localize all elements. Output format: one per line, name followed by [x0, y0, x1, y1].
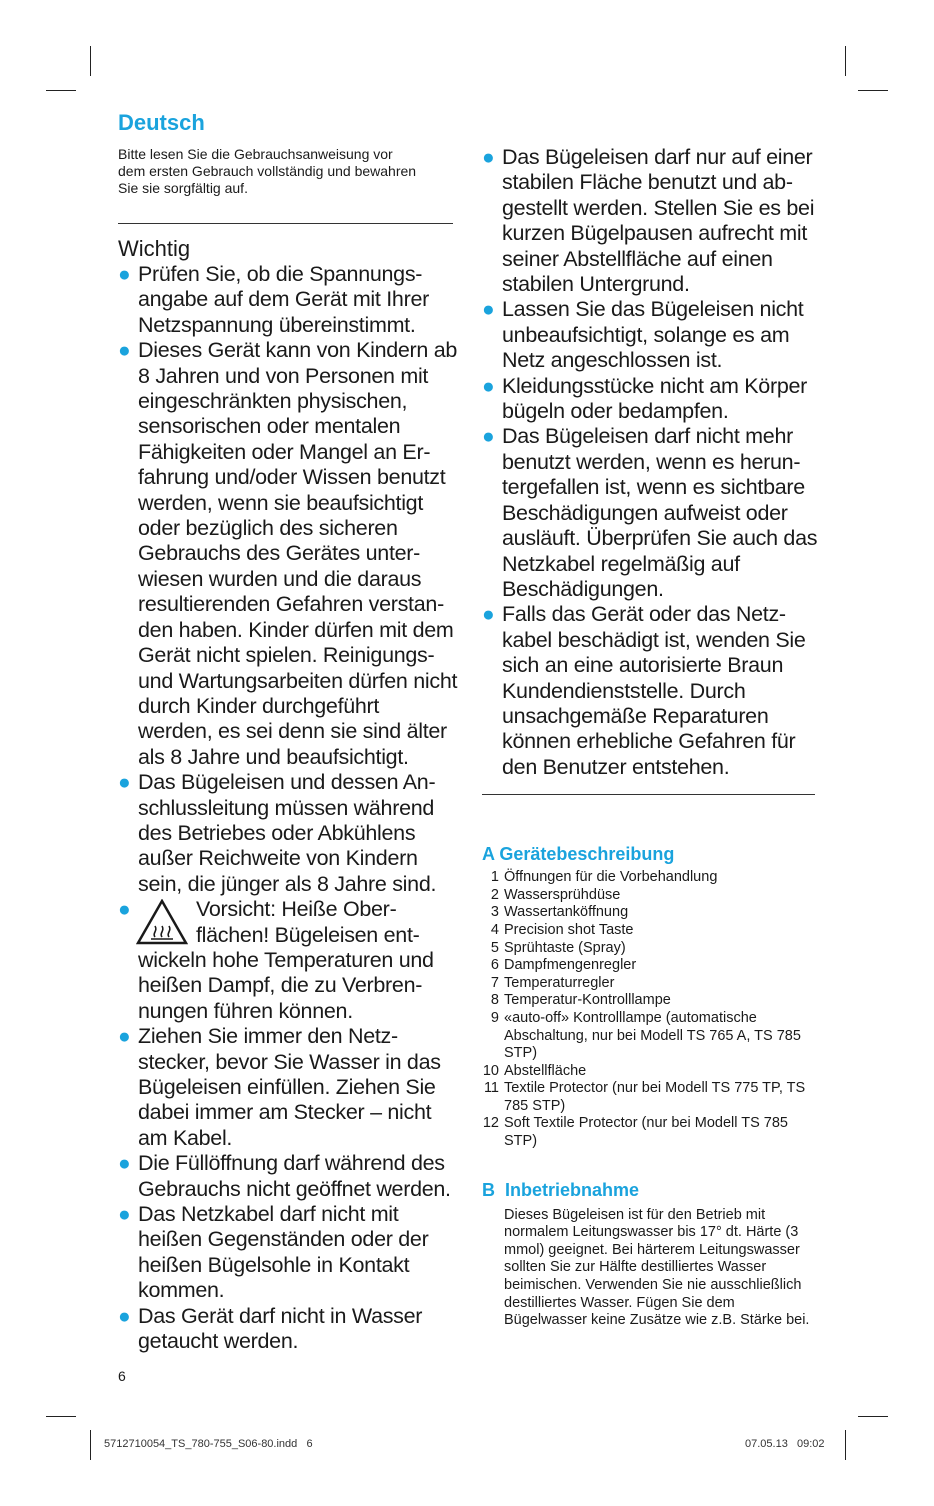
list-item: ● Das Bügeleisen und dessen Anschlussleitung müssen während des Betriebes oder Abkühlens außer Reichweite von Kindern sein, die jünger als 8 Jahre sind.: [118, 770, 437, 896]
bullet-icon: ●: [482, 425, 495, 449]
list-item: ● Kleidungsstücke nicht am Körper bügeln oder bedampfen.: [482, 373, 808, 424]
footer-date: 07.05.13 09:02: [745, 1438, 825, 1450]
list-item: ● Vorsicht: Heiße Oberflächen! Bügeleisen entwickeln hohe Temperaturen und heißen Dampf, die zu Verbrennungen führen können.: [118, 897, 434, 1023]
list-item: ● Das Netzkabel darf nicht mit heißen Gegenständen oder der heißen Bügelsohle in Kontakt kommen.: [118, 1202, 429, 1303]
section-a-title: A Gerätebeschreibung: [482, 844, 675, 865]
list-item: ● Falls das Gerät oder das Netzkabel beschädigt ist, wenden Sie sich an eine autorisierte Braun Kundendienststelle. Durch unsachgemäße Reparaturen können erhebliche Gefahren für den Benutzer entstehen.: [482, 602, 806, 779]
safety-list: [118, 262, 458, 1354]
list-item: 4 Precision shot Taste: [490, 921, 634, 938]
crop-mark: [46, 1416, 76, 1417]
page-number: 6: [118, 1368, 126, 1384]
list-item: 6 Dampfmengenregler: [490, 957, 637, 974]
list-item: 8 Temperatur-Kontrolllampe: [490, 992, 671, 1009]
list-item: ● Lassen Sie das Bügeleisen nicht unbeaufsichtigt, solange es am Netz angeschlossen ist.: [482, 297, 804, 373]
list-item: 7 Temperaturregler: [490, 974, 615, 991]
bullet-icon: ●: [118, 1203, 131, 1227]
list-item: 11 Textile Protector (nur bei Modell TS 775 TP, TS 785 STP): [483, 1080, 806, 1114]
crop-mark: [845, 1430, 846, 1460]
left-column: [118, 110, 458, 1354]
crop-mark: [858, 90, 888, 91]
crop-mark: [90, 1430, 91, 1460]
right-column: [482, 145, 818, 1330]
list-item: ● Das Gerät darf nicht in Wasser getaucht werden.: [118, 1303, 423, 1354]
list-item: ● Prüfen Sie, ob die Spannungsangabe auf dem Gerät mit Ihrer Netzspannung übereinstimmt.: [118, 262, 429, 337]
list-item: ● Ziehen Sie immer den Netzstecker, bevor Sie Wasser in das Bügeleisen einfüllen. Ziehen Sie dabei immer am Stecker – nicht am Kabel.: [118, 1024, 441, 1150]
section-heading-wichtig: Wichtig: [118, 236, 191, 261]
section-b-text: Dieses Bügeleisen ist für den Betrieb mit normalem Leitungswasser bis 17° dt. Härte (3 mmol) geeignet. Bei härterem Leitungswasser sollten Sie zur Hälfte destilliertes Wasser beimischen. Verwenden Sie nie ausschließlich destilliertes Wasser. Fügen Sie dem Bügelwasser keine Zusätze wie z.B. Stärke bei.: [504, 1206, 810, 1329]
crop-mark: [845, 46, 846, 76]
list-item: 9 «auto-off» Kontrolllampe (automatische Abschaltung, nur bei Modell TS 765 A, TS 785 STP): [490, 1009, 801, 1062]
bullet-icon: ●: [118, 339, 131, 363]
list-item: ● Das Bügeleisen darf nur auf einer stabilen Fläche benutzt und abgestellt werden. Stellen Sie es bei kurzen Bügelpausen aufrecht mit seiner Abstellfläche auf einen stabilen Untergrund.: [482, 145, 815, 297]
list-item: ● Dieses Gerät kann von Kindern ab 8 Jahren und von Personen mit eingeschränkten physischen, sensorischen oder mentalen Fähigkeiten oder Mangel an Erfahrung und/oder Wissen benutzt werden, wenn sie beaufsichtigt oder bezüglich des sicheren Gebrauchs des Gerätes unterwiesen wurden und die daraus resultierenden Gefahren verstanden haben. Kinder dürfen mit dem Gerät nicht spielen. Reinigungs- und Wartungsarbeiten dürfen nicht durch Kinder durchgeführt werden, es sei denn sie sind älter als 8 Jahre und beaufsichtigt.: [118, 338, 458, 769]
intro-text: Bitte lesen Sie die Gebrauchsanweisung vor dem ersten Gebrauch vollständig und bewahren Sie sie sorgfältig auf.: [118, 146, 417, 196]
list-item: 3 Wassertanköffnung: [490, 904, 629, 921]
list-item: 2 Wassersprühdüse: [490, 886, 621, 903]
section-b-title: B Inbetriebnahme: [482, 1179, 640, 1200]
list-item: ● Die Füllöffnung darf während des Gebrauchs nicht geöffnet werden.: [118, 1151, 451, 1201]
list-item: 10 Abstellfläche: [482, 1062, 587, 1079]
footer-filename: 5712710054_TS_780-755_S06-80.indd 6: [104, 1438, 313, 1450]
bullet-icon: ●: [118, 898, 131, 922]
parts-list: [482, 869, 818, 1151]
crop-mark: [90, 46, 91, 76]
bullet-icon: ●: [482, 374, 495, 398]
list-item: 5 Sprühtaste (Spray): [490, 939, 626, 956]
crop-mark: [858, 1416, 888, 1417]
divider: [118, 223, 453, 224]
page-title: Deutsch: [118, 110, 205, 135]
crop-mark: [46, 90, 76, 91]
bullet-icon: ●: [482, 146, 495, 169]
bullet-icon: ●: [482, 603, 495, 627]
divider: [482, 794, 815, 795]
list-item: ● Das Bügeleisen darf nicht mehr benutzt werden, wenn es heruntergefallen ist, wenn es sichtbare Beschädigungen aufweist oder ausläuft. Überprüfen Sie auch das Netzkabel regelmäßig auf Beschädigungen.: [482, 424, 818, 601]
hot-surface-warning-icon: [136, 899, 188, 945]
bullet-icon: ●: [118, 1152, 131, 1176]
safety-list-continued: [482, 145, 818, 780]
bullet-icon: ●: [118, 1304, 131, 1328]
list-item: 12 Soft Textile Protector (nur bei Modell TS 785 STP): [482, 1115, 788, 1150]
list-item: 1 Öffnungen für die Vorbehandlung: [490, 869, 718, 886]
bullet-icon: ●: [118, 1025, 131, 1049]
bullet-icon: ●: [118, 263, 131, 286]
bullet-icon: ●: [118, 771, 131, 795]
bullet-icon: ●: [482, 298, 495, 322]
